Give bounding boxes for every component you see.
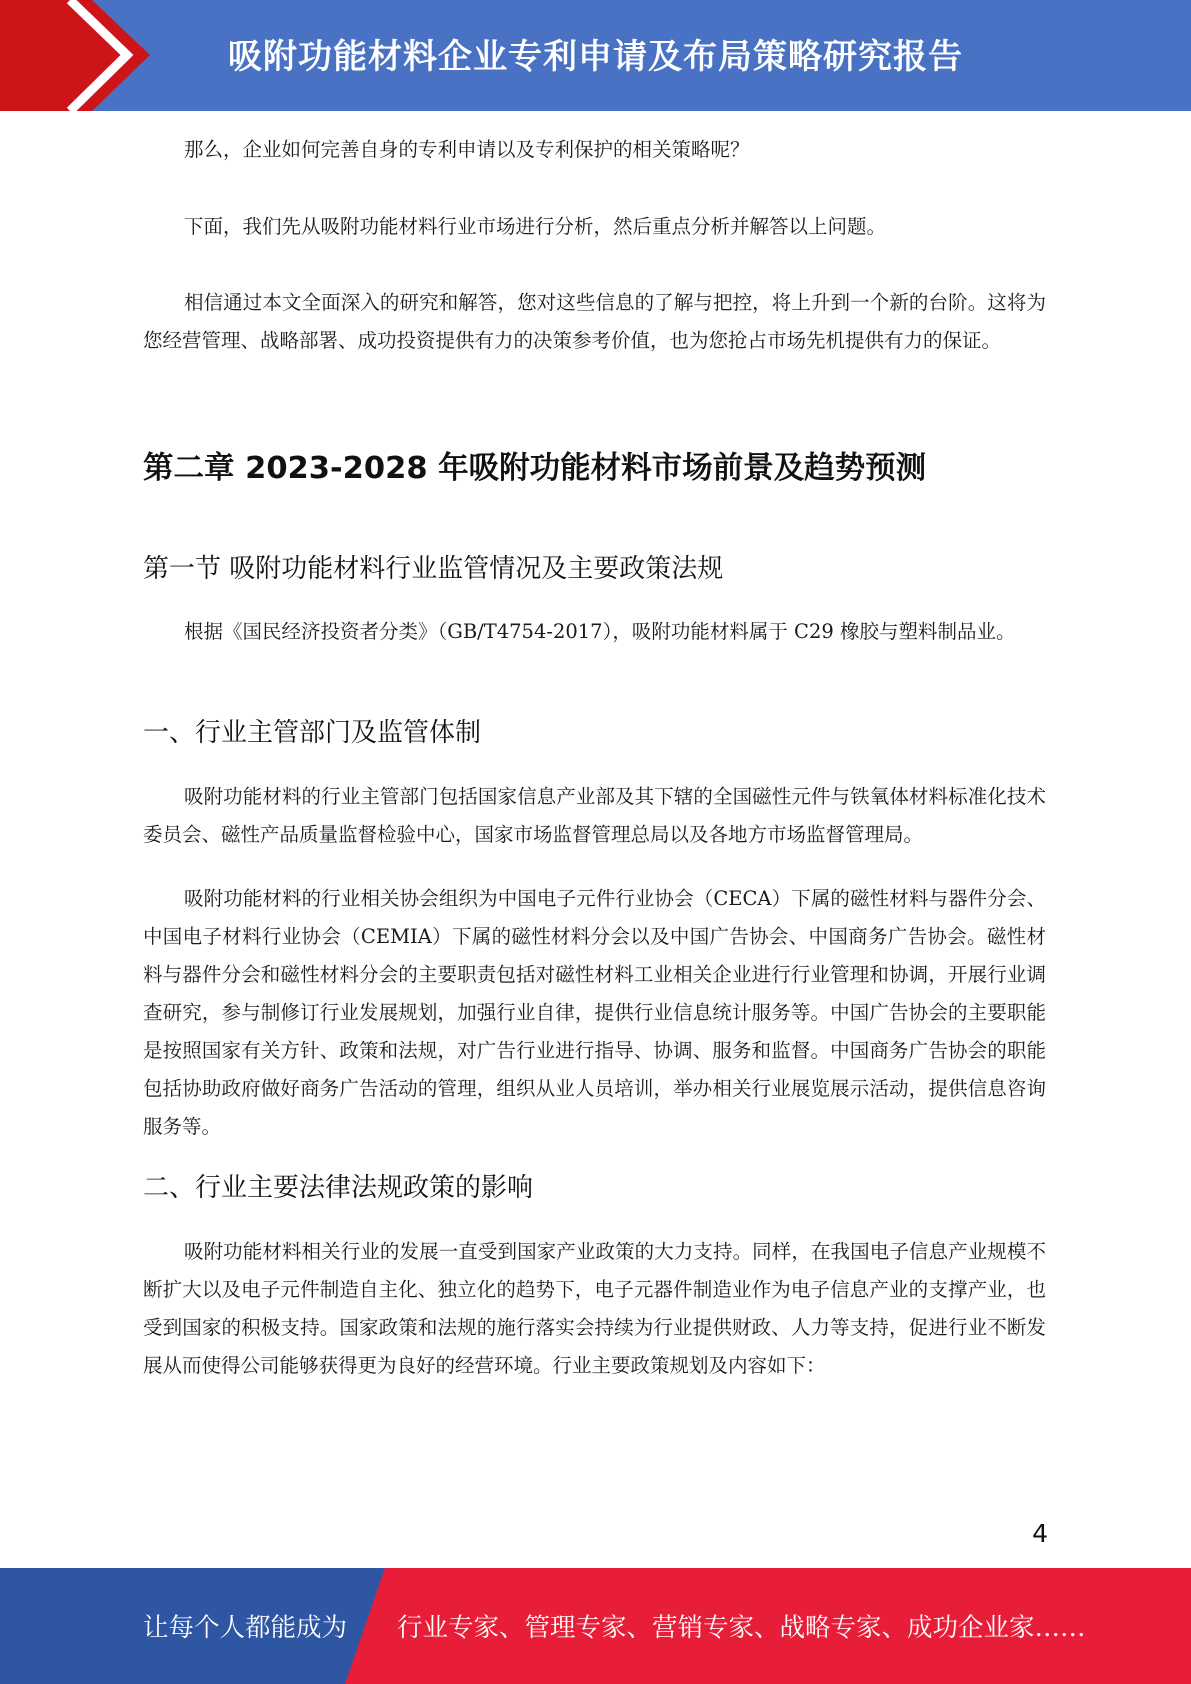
subsection-title-1: 一、行业主管部门及监管体制 (143, 718, 482, 748)
intro-paragraph-3: 相信通过本文全面深入的研究和解答，您对这些信息的了解与把控，将上升到一个新的台阶。这将为您经营管理、战略部署、成功投资提供有力的决策参考价值，也为您抢占市场先机提供有力的保证。 (143, 291, 1046, 352)
subsection-2-paragraph-1: 吸附功能材料相关行业的发展一直受到国家产业政策的大力支持。同样，在我国电子信息产业规模不断扩大以及电子元件制造自主化、独立化的趋势下，电子元器件制造业作为电子信息产业的支撑产业，也受到国家的积极支持。国家政策和法规的施行落实会持续为行业提供财政、人力等支持，促进行业不断发展从而使得公司能够获得更为良好的经营环境。行业主要政策规划及内容如下： (143, 1240, 1046, 1377)
page-header (0, 0, 1191, 111)
intro-paragraph-1: 那么，企业如何完善自身的专利申请以及专利保护的相关策略呢？ (184, 138, 750, 161)
subsection-1-paragraph-1: 吸附功能材料的行业主管部门包括国家信息产业部及其下辖的全国磁性元件与铁氧体材料标准化技术委员会、磁性产品质量监督检验中心，国家市场监督管理总局以及各地方市场监督管理局。 (143, 785, 1046, 846)
footer-slogan-right: 行业专家、管理专家、营销专家、战略专家、成功企业家…… (397, 1613, 1086, 1643)
subsection-title-2: 二、行业主要法律法规政策的影响 (143, 1173, 534, 1203)
report-title: 吸附功能材料企业专利申请及布局策略研究报告 (228, 36, 963, 77)
section-title: 第一节 吸附功能材料行业监管情况及主要政策法规 (143, 554, 724, 584)
chapter-title: 第二章 2023-2028 年吸附功能材料市场前景及趋势预测 (143, 451, 927, 486)
subsection-1-paragraph-2: 吸附功能材料的行业相关协会组织为中国电子元件行业协会（CECA）下属的磁性材料与器件分会、中国电子材料行业协会（CEMIA）下属的磁性材料分会以及中国广告协会、中国商务广告协会。磁性材料与器件分会和磁性材料分会的主要职责包括对磁性材料工业相关企业进行行业管理和协调，开展行业调查研究，参与制修订行业发展规划，加强行业自律，提供行业信息统计服务等。中国广告协会的主要职能是按照国家有关方针、政策和法规，对广告行业进行指导、协调、服务和监督。中国商务广告协会的职能包括协助政府做好商务广告活动的管理，组织从业人员培训，举办相关行业展览展示活动，提供信息咨询服务等。 (143, 887, 1046, 1138)
header-red-arrow (0, 0, 155, 111)
section-intro-paragraph: 根据《国民经济投资者分类》（GB/T4754-2017），吸附功能材料属于 C29 橡胶与塑料制品业。 (184, 620, 1016, 643)
footer-slogan-left: 让每个人都能成为 (143, 1613, 348, 1643)
intro-paragraph-2: 下面，我们先从吸附功能材料行业市场进行分析，然后重点分析并解答以上问题。 (184, 215, 887, 238)
page-number: 4 (1032, 1519, 1048, 1548)
page-footer (0, 1568, 1191, 1684)
